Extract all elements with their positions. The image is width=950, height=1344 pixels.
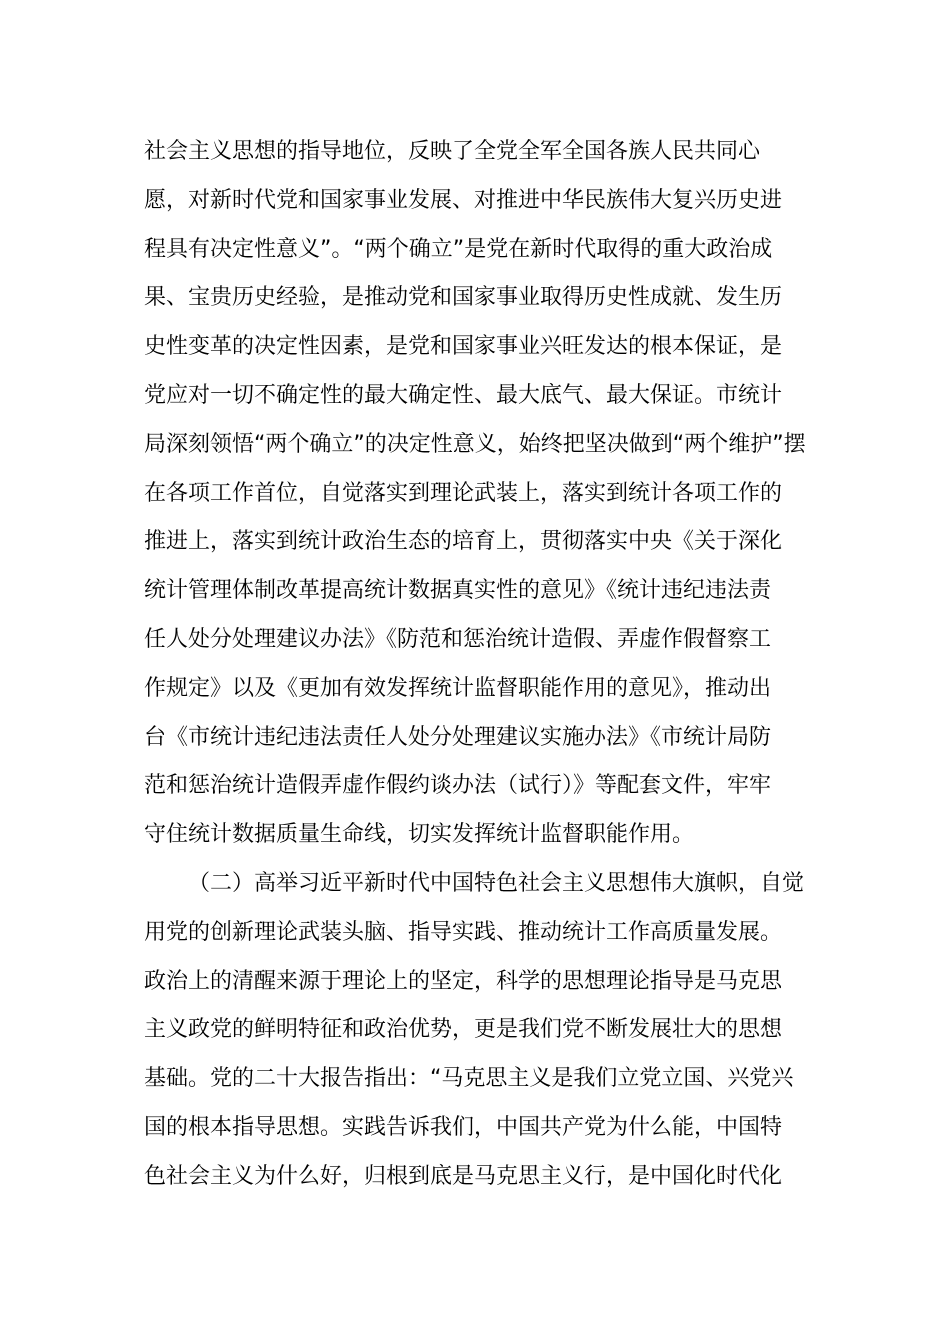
text-line: 用党的创新理论武装头脑、指导实践、推动统计工作高质量发展。: [144, 919, 783, 945]
text-line: 程具有决定性意义”。“两个确立”是党在新时代取得的重大政治成: [144, 236, 773, 262]
section-heading-line: （二）高举习近平新时代中国特色社会主义思想伟大旗帜，自觉: [188, 870, 805, 896]
text-line: 主义政党的鲜明特征和政治优势，更是我们党不断发展壮大的思想: [144, 1017, 783, 1043]
text-line: 果、宝贵历史经验，是推动党和国家事业取得历史性成就、发生历: [144, 285, 783, 311]
text-line: 范和惩治统计造假弄虚作假约谈办法（试行）》等配套文件，牢牢: [144, 773, 772, 799]
text-line: 局深刻领悟“两个确立”的决定性意义，始终把坚决做到“两个维护”摆: [144, 431, 806, 457]
text-line: 统计管理体制改革提高统计数据真实性的意见》《统计违纪违法责: [144, 578, 772, 604]
text-line: 史性变革的决定性因素，是党和国家事业兴旺发达的根本保证，是: [144, 334, 783, 360]
text-line: 作规定》以及《更加有效发挥统计监督职能作用的意见》，推动出: [144, 675, 772, 701]
text-line: 基础。党的二十大报告指出：“马克思主义是我们立党立国、兴党兴: [144, 1066, 794, 1092]
text-line: 政治上的清醒来源于理论上的坚定，科学的思想理论指导是马克思: [144, 968, 783, 994]
text-line: 国的根本指导思想。实践告诉我们，中国共产党为什么能，中国特: [144, 1114, 783, 1140]
text-line: 在各项工作首位，自觉落实到理论武装上，落实到统计各项工作的: [144, 480, 783, 506]
text-line: 守住统计数据质量生命线，切实发挥统计监督职能作用。: [144, 822, 695, 848]
text-line: 台《市统计违纪违法责任人处分处理建议实施办法》《市统计局防: [144, 724, 772, 750]
text-line: 任人处分处理建议办法》《防范和惩治统计造假、弄虚作假督察工: [144, 626, 772, 652]
text-line: 党应对一切不确定性的最大确定性、最大底气、最大保证。市统计: [144, 382, 783, 408]
text-line: 愿，对新时代党和国家事业发展、对推进中华民族伟大复兴历史进: [144, 187, 783, 213]
body-text: [144, 128, 814, 1202]
text-line: 推进上，落实到统计政治生态的培育上，贯彻落实中央《关于深化: [144, 529, 783, 555]
text-line: 色社会主义为什么好，归根到底是马克思主义行，是中国化时代化: [144, 1163, 783, 1189]
text-line: 社会主义思想的指导地位，反映了全党全军全国各族人民共同心: [144, 139, 761, 164]
